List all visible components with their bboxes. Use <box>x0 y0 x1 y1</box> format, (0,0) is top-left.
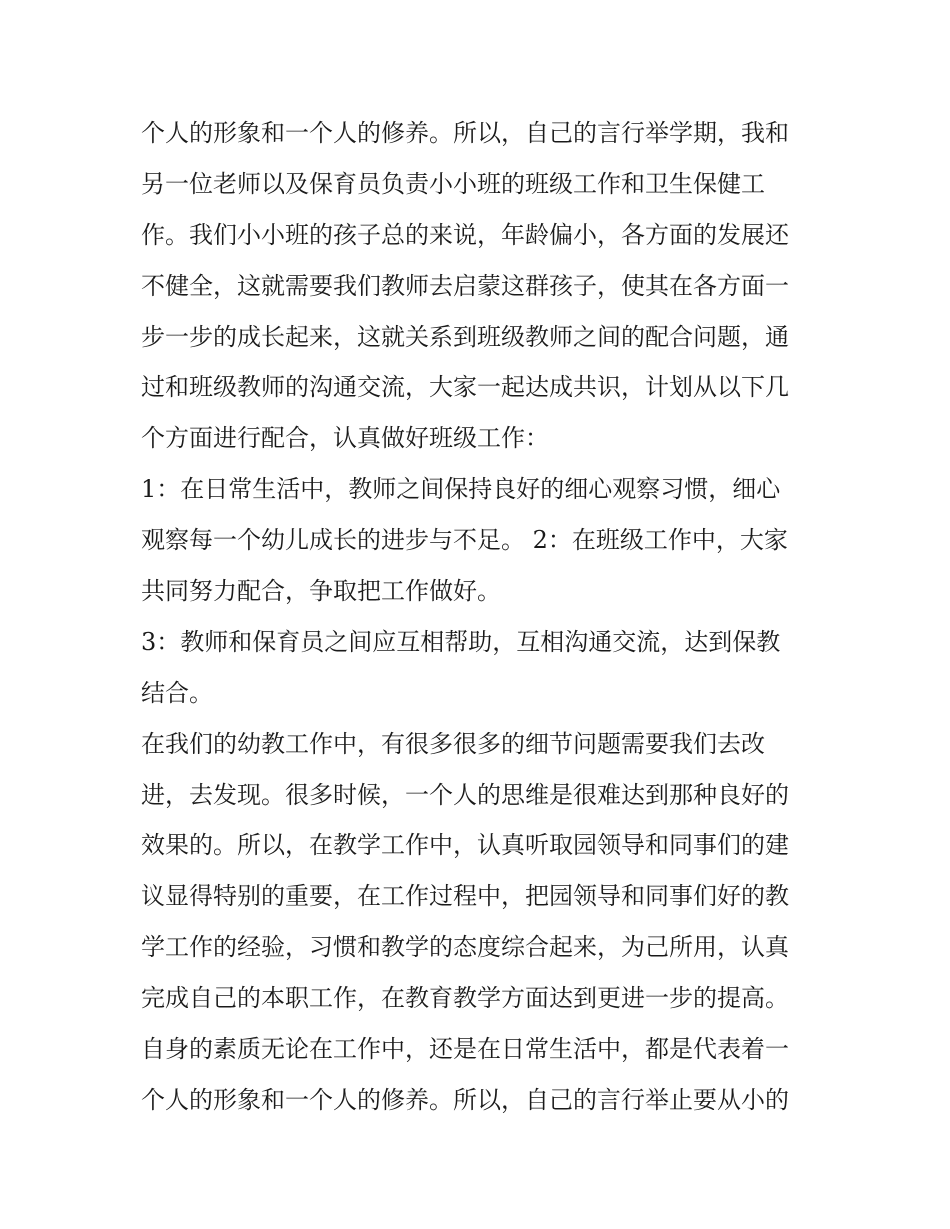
text-line-6: 过和班级教师的沟通交流，大家一起达成共识，计划从以下几 <box>141 373 789 402</box>
text-line-20: 个人的形象和一个人的修养。所以，自己的言行举止要从小的 <box>141 1085 789 1114</box>
body-text <box>141 108 821 1126</box>
text-line-4: 不健全，这就需要我们教师去启蒙这群孩子，使其在各方面一 <box>141 271 789 300</box>
text-line-18: 完成自己的本职工作，在教育教学方面达到更进一步的提高。 <box>141 984 789 1013</box>
text-line-14: 进，去发现。很多时候，一个人的思维是很难达到那种良好的 <box>141 780 789 809</box>
text-line-17: 学工作的经验，习惯和教学的态度综合起来，为己所用，认真 <box>141 933 789 962</box>
text-line-7: 个方面进行配合，认真做好班级工作： <box>141 424 549 453</box>
text-line-2: 另一位老师以及保育员负责小小班的班级工作和卫生保健工 <box>141 169 765 198</box>
text-line-1: 个人的形象和一个人的修养。所以，自己的言行举学期，我和 <box>141 119 789 147</box>
text-line-15: 效果的。所以，在教学工作中，认真听取园领导和同事们的建 <box>141 831 789 860</box>
text-line-16: 议显得特别的重要，在工作过程中，把园领导和同事们好的教 <box>141 882 789 911</box>
text-line-10: 共同努力配合，争取把工作做好。 <box>141 577 501 606</box>
text-line-11: 3：教师和保育员之间应互相帮助，互相沟通交流，达到保教 <box>141 627 781 656</box>
text-line-13: 在我们的幼教工作中，有很多很多的细节问题需要我们去改 <box>141 729 765 758</box>
text-line-12: 结合。 <box>141 678 213 707</box>
text-line-9: 观察每一个幼儿成长的进步与不足。 2：在班级工作中，大家 <box>141 526 788 555</box>
text-line-8: 1：在日常生活中，教师之间保持良好的细心观察习惯，细心 <box>141 475 781 504</box>
text-line-3: 作。我们小小班的孩子总的来说，年龄偏小，各方面的发展还 <box>141 220 789 249</box>
text-line-5: 步一步的成长起来，这就关系到班级教师之间的配合问题，通 <box>141 322 789 351</box>
text-line-19: 自身的素质无论在工作中，还是在日常生活中，都是代表着一 <box>141 1035 789 1064</box>
